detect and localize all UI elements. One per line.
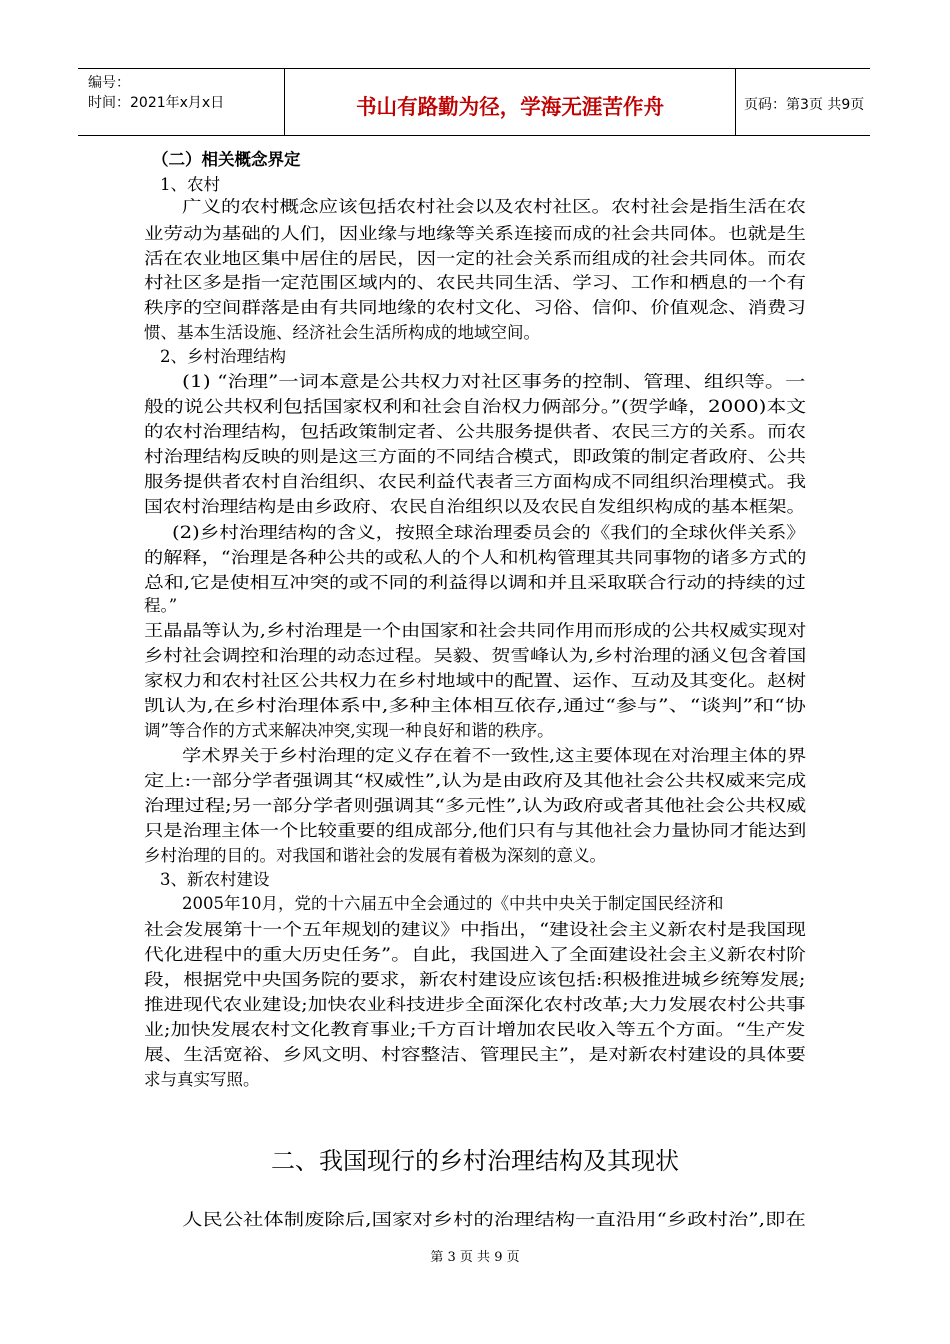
- body-line: 求与真实写照。: [144, 1070, 260, 1089]
- body-line: 惯、基本生活设施、经济社会生活所构成的地域空间。: [144, 323, 540, 342]
- body-line: 1、农村: [160, 175, 220, 194]
- body-line: 社会发展第十一个五年规划的建议》中指出，“建设社会主义新农村是我国现: [144, 920, 806, 939]
- body-line: (1) “治理”一词本意是公共权力对社区事务的控制、管理、组织等。一: [182, 372, 806, 391]
- body-line: 程。”: [144, 596, 178, 615]
- body-line: 2005年10月，党的十六届五中全会通过的《中共中央关于制定国民经济和: [182, 894, 724, 913]
- body-line: 3、新农村建设: [160, 870, 270, 889]
- body-line: 国农村治理结构是由乡政府、农民自治组织以及农民自发组织构成的基本框架。: [144, 497, 806, 516]
- body-line: 2、乡村治理结构: [160, 347, 286, 366]
- section-subheading: （二）相关概念界定: [152, 150, 301, 169]
- body-line: 推进现代农业建设;加快农业科技进步全面深化农村改革;大力发展农村公共事: [144, 995, 806, 1014]
- body-line: 段，根据党中央国务院的要求，新农村建设应该包括:积极推进城乡统筹发展;: [144, 970, 806, 989]
- body-line: 只是治理主体一个比较重要的组成部分,他们只有与其他社会力量协同才能达到: [144, 821, 807, 840]
- body-line: 治理过程;另一部分学者则强调其“多元性”,认为政府或者其他社会公共权威: [144, 796, 807, 815]
- body-line: 家权力和农村社区公共权力在乡村地域中的配置、运作、互动及其变化。赵树: [144, 671, 806, 690]
- body-line: 业;加快发展农村文化教育事业;千方百计增加农民收入等五个方面。“生产发: [144, 1020, 806, 1039]
- body-line: (2)乡村治理结构的含义，按照全球治理委员会的《我们的全球伙伴关系》: [172, 523, 806, 542]
- number-label: 编号：: [88, 75, 130, 91]
- body-line: 广义的农村概念应该包括农村社会以及农村社区。农村社会是指生活在农: [182, 197, 806, 216]
- body-line: 般的说公共权利包括国家权利和社会自治权力俩部分。”(贺学峰，2000)本文: [144, 397, 807, 416]
- body-line: 乡村社会调控和治理的动态过程。吴毅、贺雪峰认为,乡村治理的涵义包含着国: [144, 646, 807, 665]
- page-header: [78, 68, 870, 136]
- section-title: 二、我国现行的乡村治理结构及其现状: [271, 1147, 679, 1175]
- body-line: 代化进程中的重大历史任务”。自此，我国进入了全面建设社会主义新农村阶: [144, 945, 806, 964]
- body-line: 调”等合作的方式来解决冲突,实现一种良好和谐的秩序。: [144, 721, 554, 740]
- body-line: 王晶晶等认为,乡村治理是一个由国家和社会共同作用而形成的公共权威实现对: [144, 621, 807, 640]
- body-line: 村社区多是指一定范围区域内的、农民共同生活、学习、工作和栖息的一个有: [144, 273, 806, 292]
- header-left-cell: [78, 69, 284, 135]
- page-footer: 第 3 页 共 9 页: [430, 1250, 520, 1265]
- body-line: 的解释，“治理是各种公共的或私人的个人和机构管理其共同事物的诸多方式的: [144, 548, 807, 567]
- body-line: 乡村治理的目的。对我国和谐社会的发展有着极为深刻的意义。: [144, 846, 606, 865]
- body-line: 凯认为,在乡村治理体系中,多种主体相互依存,通过“参与”、“谈判”和“协: [144, 696, 806, 715]
- body-line: 服务提供者农村自治组织、农民利益代表者三方面构成不同组织治理模式。我: [144, 472, 806, 491]
- header-right-cell: [736, 69, 870, 135]
- body-line: 学术界关于乡村治理的定义存在着不一致性,这主要体现在对治理主体的界: [182, 746, 807, 765]
- date-label: 时间：2021年x月x日: [88, 95, 225, 111]
- body-line: 的农村治理结构，包括政策制定者、公共服务提供者、农民三方的关系。而农: [144, 422, 806, 441]
- body-line-last: 人民公社体制废除后,国家对乡村的治理结构一直沿用“乡政村治”,即在: [182, 1210, 806, 1229]
- header-motto-cell: [284, 69, 736, 135]
- body-line: 活在农业地区集中居住的居民，因一定的社会关系而组成的社会共同体。而农: [144, 249, 806, 268]
- body-line: 业劳动为基础的人们，因业缘与地缘等关系连接而成的社会共同体。也就是生: [144, 224, 806, 243]
- body-line: 秩序的空间群落是由有共同地缘的农村文化、习俗、信仰、价值观念、消费习: [144, 298, 806, 317]
- body-line: 总和,它是使相互冲突的或不同的利益得以调和并且采取联合行动的持续的过: [144, 573, 806, 592]
- body-line: 定上:一部分学者强调其“权威性”,认为是由政府及其他社会公共权威来完成: [144, 771, 807, 790]
- body-line: 村治理结构反映的则是这三方面的不同结合模式，即政策的制定者政府、公共: [144, 447, 806, 466]
- page-code: 页码：第3页 共9页: [744, 97, 865, 113]
- body-line: 展、生活宽裕、乡风文明、村容整洁、管理民主”，是对新农村建设的具体要: [144, 1045, 806, 1064]
- motto: 书山有路勤为径，学海无涯苦作舟: [356, 95, 664, 119]
